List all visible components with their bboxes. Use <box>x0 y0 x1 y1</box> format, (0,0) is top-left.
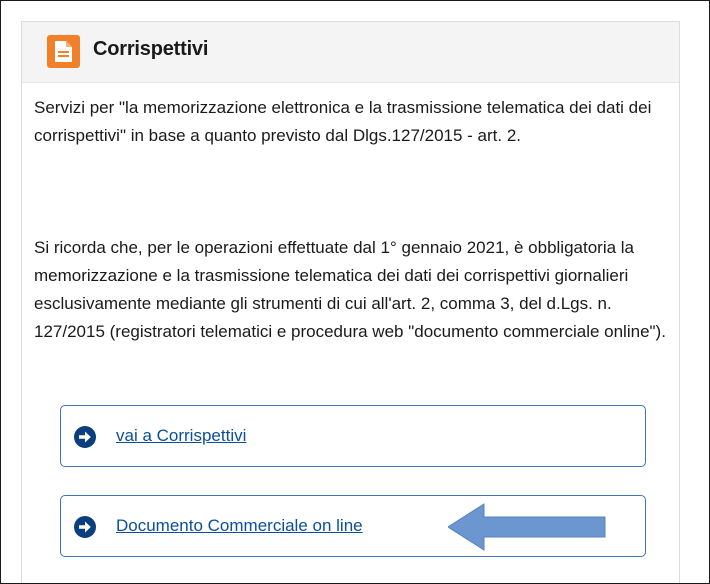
description-paragraph-2: Si ricorda che, per le operazioni effettuate dal 1° gennaio 2021, è obbligatoria la memorizzazione e la trasmissione telematica dei dati dei corrispettivi giornalieri esclusivamente mediante gli strumenti di cui all'art. 2, comma 3, del d.Lgs. n. 127/2015 (registratori telematici e procedura web "documento commerciale online"). <box>34 238 666 341</box>
document-icon <box>47 35 80 68</box>
card-title: Corrispettivi <box>93 38 209 60</box>
vai-a-corrispettivi-button[interactable] <box>60 405 646 467</box>
card-header <box>22 22 679 83</box>
documento-commerciale-online-link[interactable]: Documento Commerciale on line <box>116 516 363 535</box>
pointer-arrow-icon <box>448 502 608 552</box>
corrispettivi-card <box>21 21 680 583</box>
arrow-right-circle-icon <box>74 426 96 448</box>
description-paragraph-1: Servizi per "la memorizzazione elettronica e la trasmissione telematica dei dati dei corrispettivi" in base a quanto previsto dal Dlgs.127/2015 - art. 2. <box>34 98 652 145</box>
arrow-right-circle-icon <box>74 516 96 538</box>
vai-a-corrispettivi-link[interactable]: vai a Corrispettivi <box>116 426 247 445</box>
